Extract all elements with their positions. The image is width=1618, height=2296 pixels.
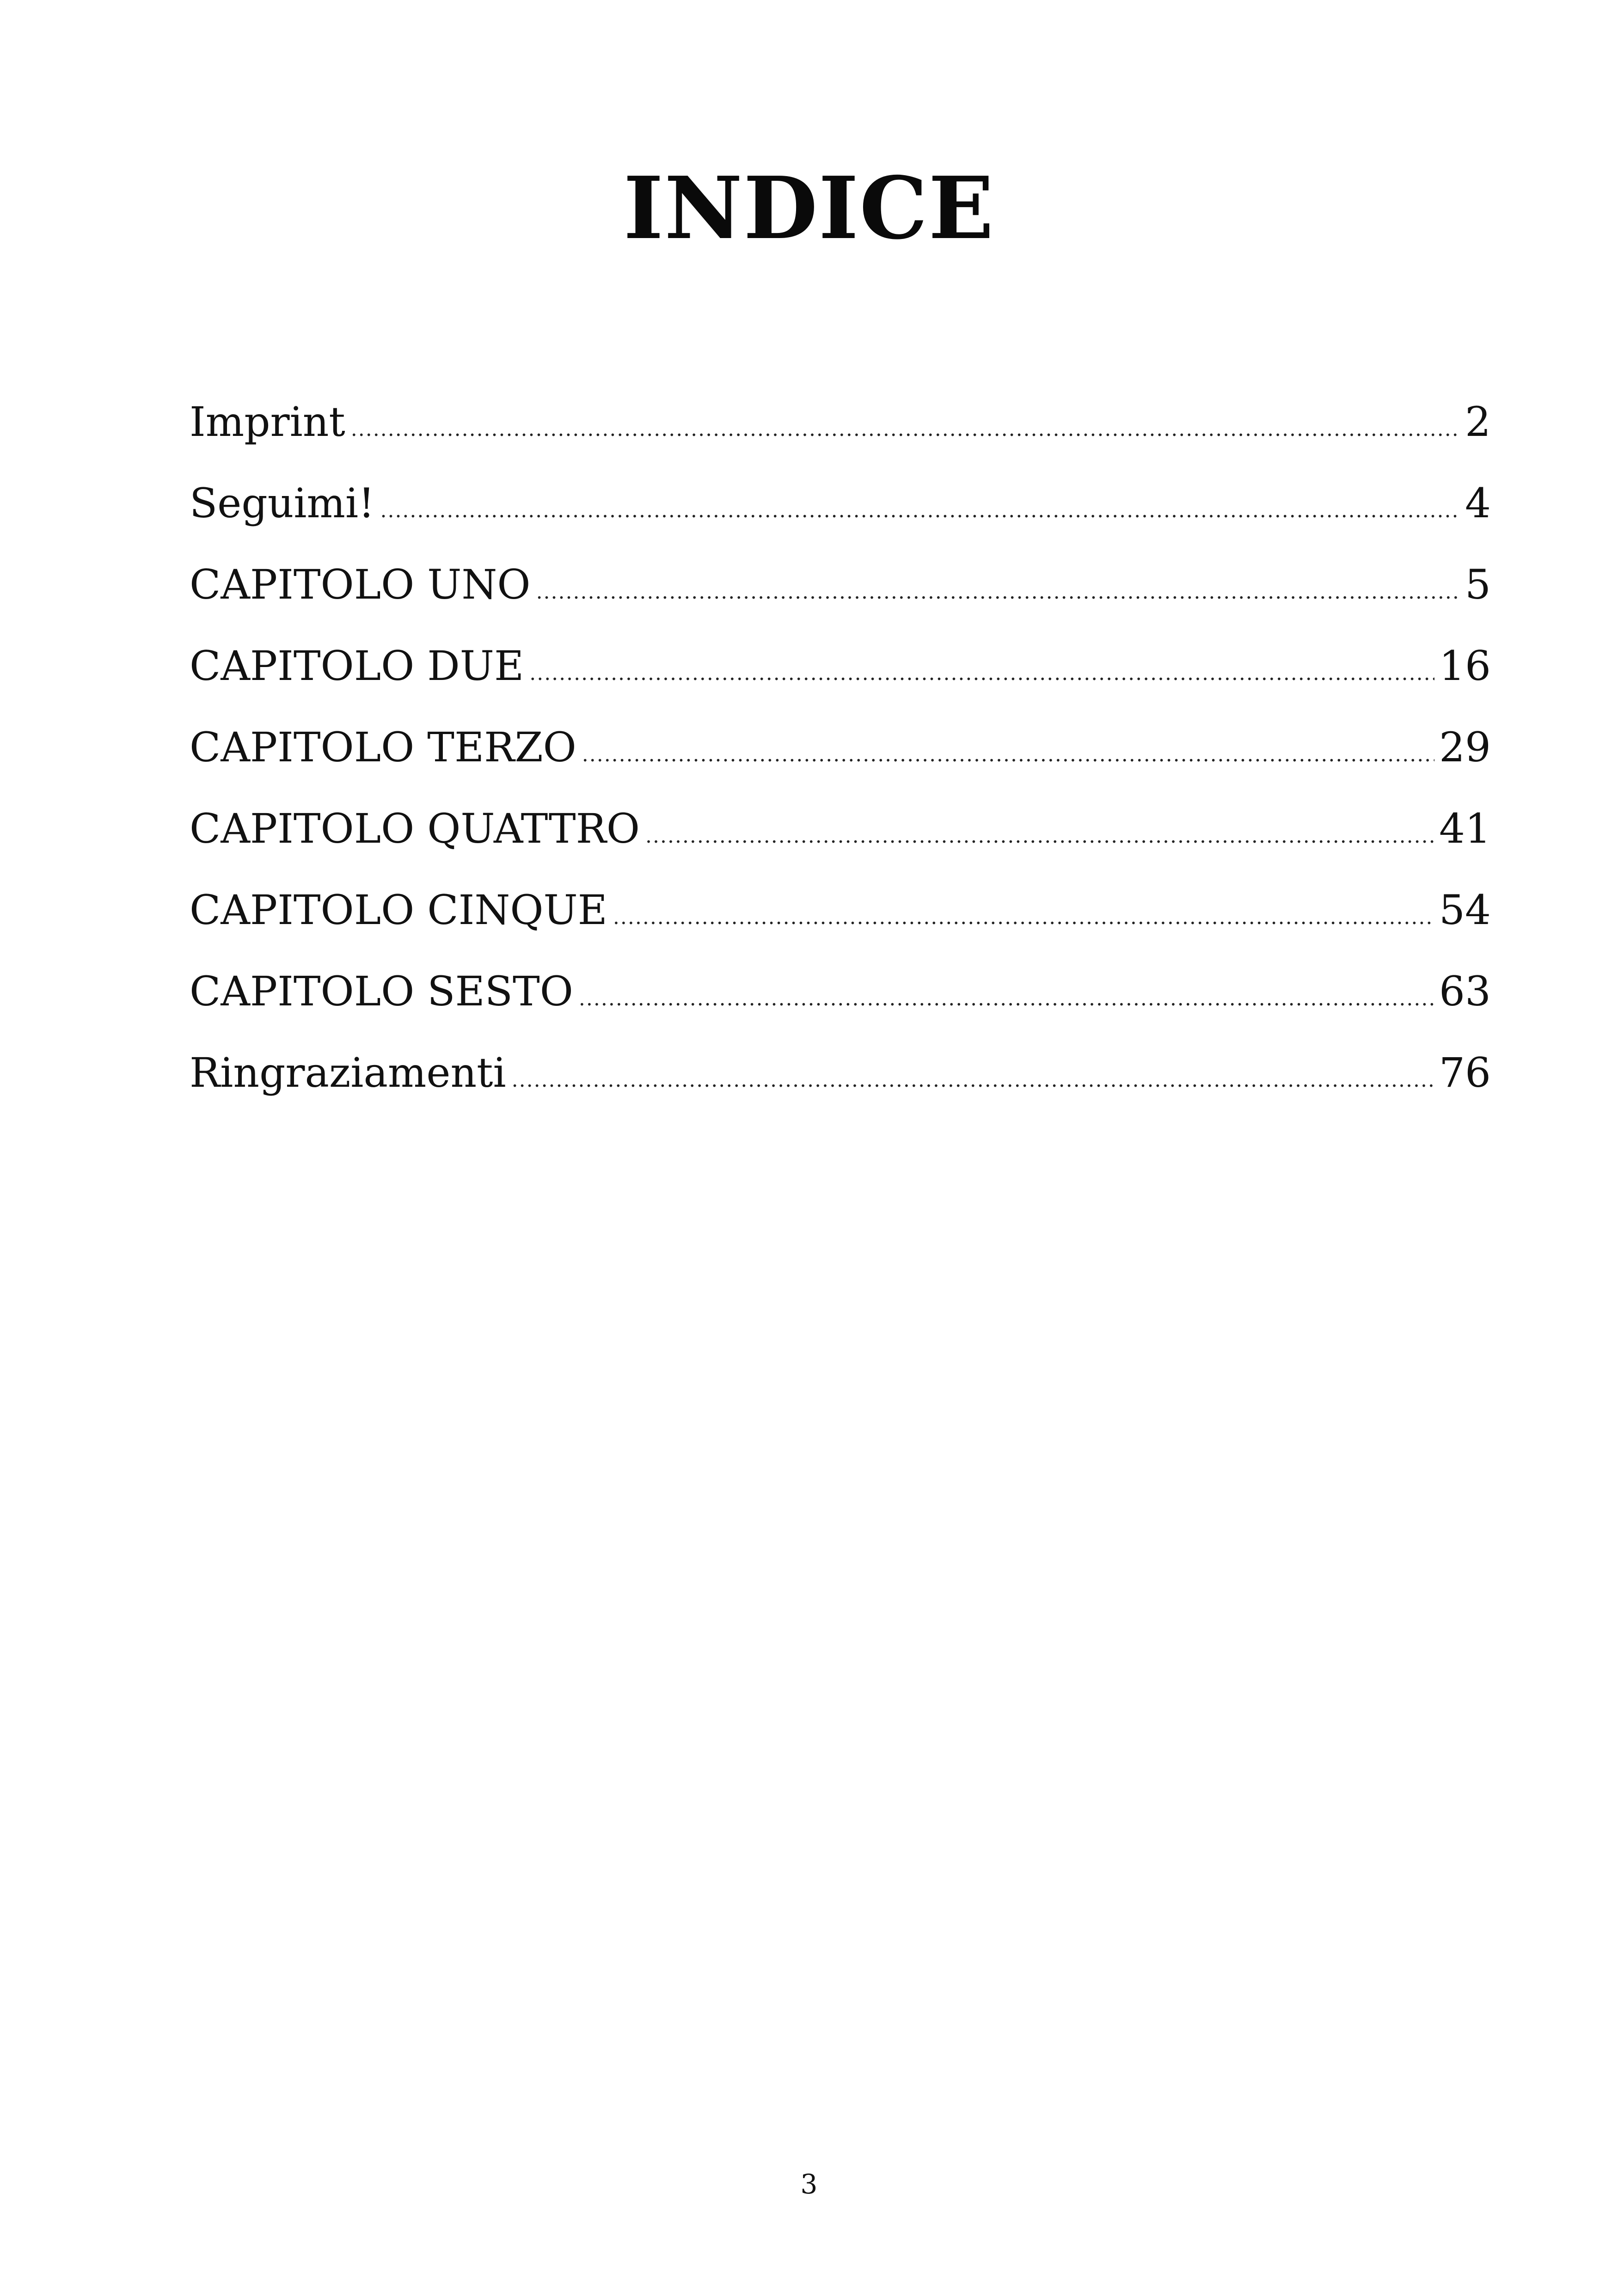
toc-entry-capitolo-quattro[interactable]: [190, 788, 1491, 869]
toc-entry-ringraziamenti[interactable]: [190, 1032, 1491, 1114]
toc-entry-page: 54: [1439, 886, 1491, 934]
toc-entry-page: 29: [1439, 723, 1491, 771]
toc-entry-label: CAPITOLO CINQUE: [190, 886, 607, 934]
page-title: INDICE: [623, 158, 995, 258]
toc-entry-imprint[interactable]: [190, 381, 1491, 463]
toc-dot-leader: [536, 551, 1460, 633]
toc-dot-leader: [529, 633, 1434, 714]
toc-entry-page: 5: [1465, 561, 1491, 608]
toc-dot-leader: [380, 470, 1460, 551]
toc-dot-leader: [582, 714, 1434, 796]
toc-entry-page: 76: [1439, 1049, 1491, 1096]
toc-entry-capitolo-terzo[interactable]: [190, 707, 1491, 788]
toc-dot-leader: [579, 958, 1434, 1040]
toc-entry-seguimi[interactable]: [190, 463, 1491, 544]
toc-entry-label: Imprint: [190, 398, 345, 446]
toc-entry-page: 63: [1439, 967, 1491, 1015]
toc-entry-capitolo-uno[interactable]: [190, 544, 1491, 625]
toc-entry-page: 4: [1465, 479, 1491, 527]
toc-dot-leader: [351, 389, 1460, 470]
toc-entry-capitolo-sesto[interactable]: [190, 951, 1491, 1032]
toc-dot-leader: [645, 796, 1434, 877]
toc-entry-label: CAPITOLO DUE: [190, 642, 524, 690]
toc-entry-label: CAPITOLO SESTO: [190, 967, 573, 1015]
toc-dot-leader: [613, 877, 1434, 958]
toc-entry-page: 2: [1465, 398, 1491, 446]
table-of-contents: [190, 381, 1491, 1114]
page-number: 3: [800, 2168, 818, 2200]
toc-dot-leader: [512, 1040, 1434, 1121]
toc-entry-label: CAPITOLO TERZO: [190, 723, 576, 771]
toc-entry-label: Seguimi!: [190, 479, 375, 527]
toc-entry-label: CAPITOLO QUATTRO: [190, 805, 640, 852]
toc-entry-label: Ringraziamenti: [190, 1049, 506, 1096]
toc-entry-page: 16: [1439, 642, 1491, 690]
toc-entry-capitolo-cinque[interactable]: [190, 869, 1491, 951]
toc-entry-capitolo-due[interactable]: [190, 625, 1491, 707]
toc-entry-page: 41: [1439, 805, 1491, 852]
toc-entry-label: CAPITOLO UNO: [190, 561, 531, 608]
